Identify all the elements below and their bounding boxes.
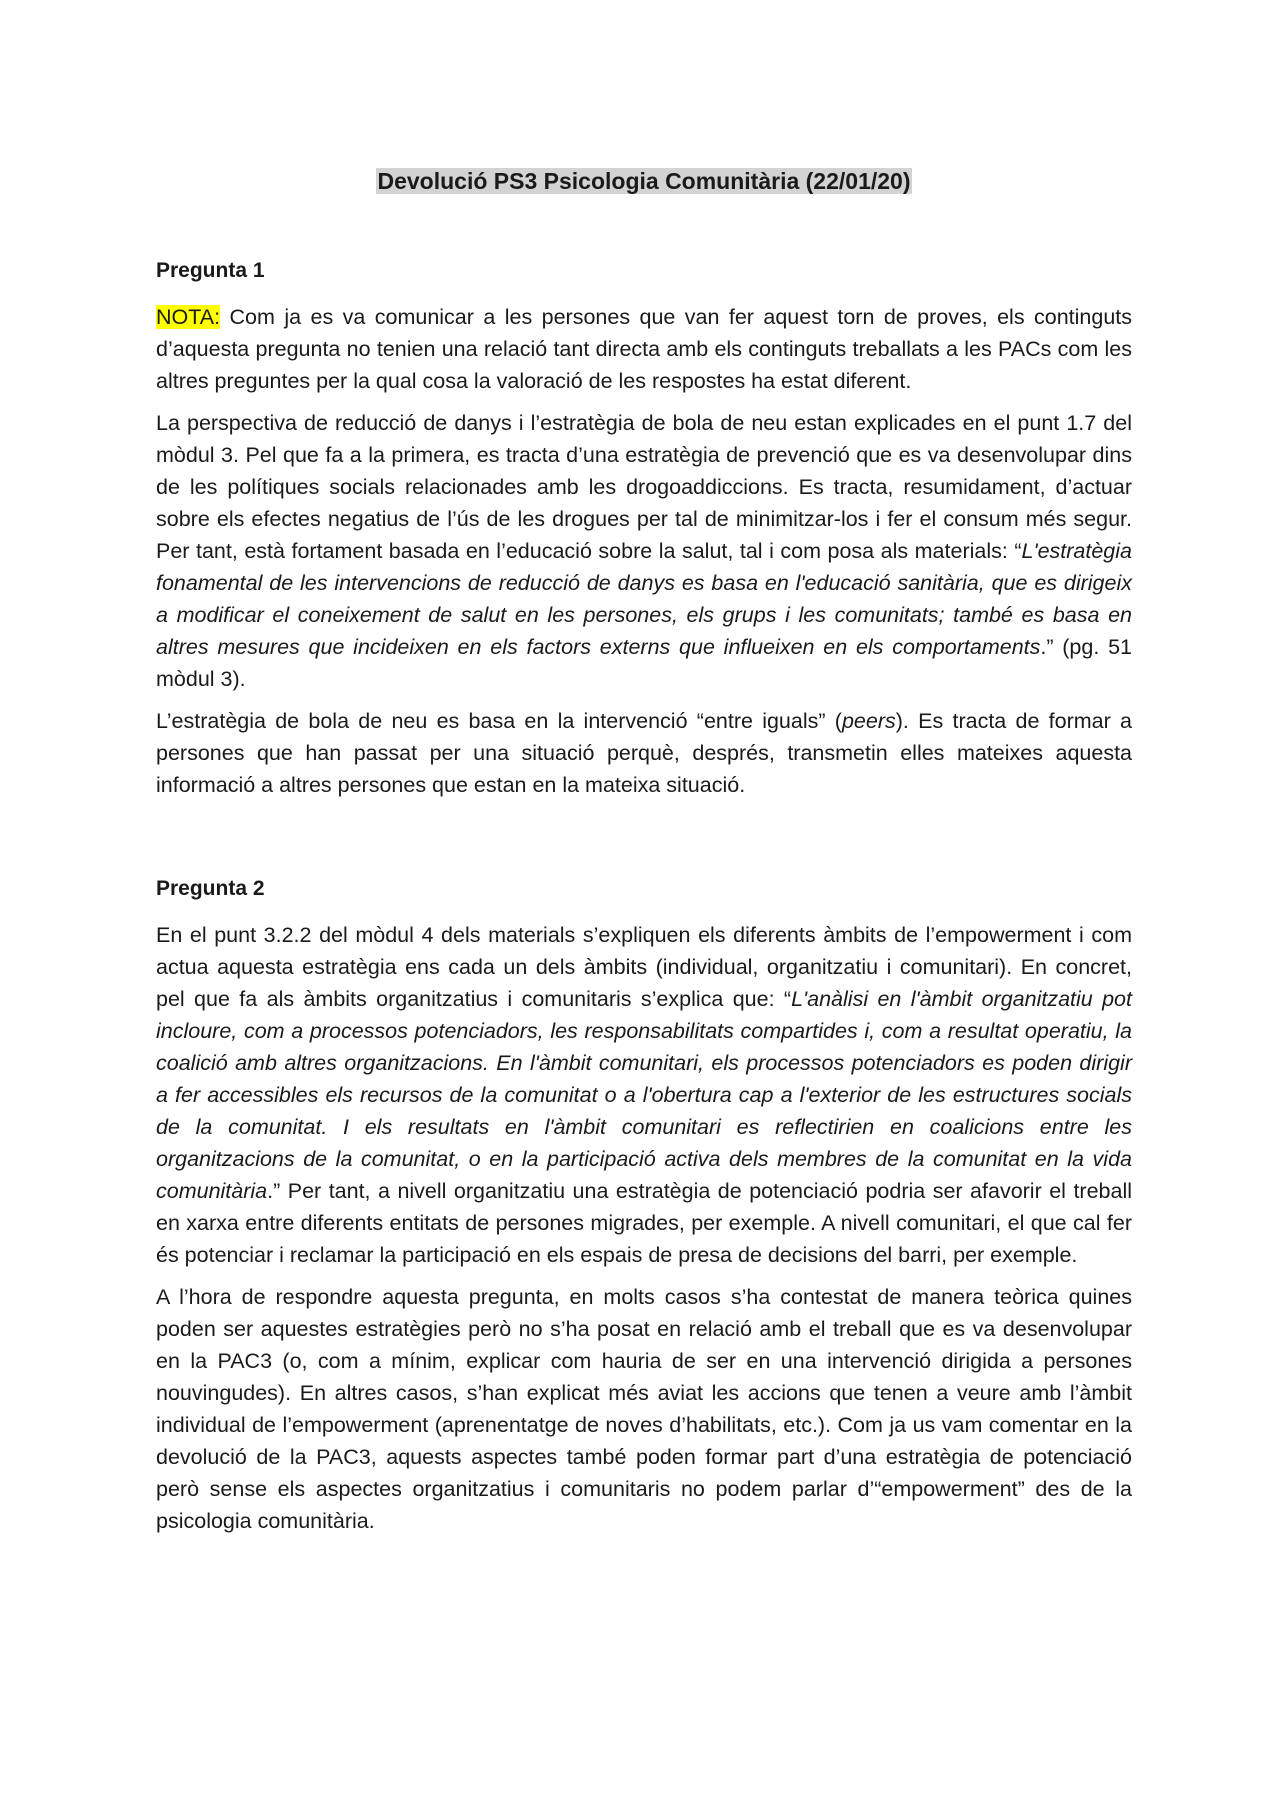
question-1-paragraph-3	[156, 705, 1132, 801]
paragraph-text: En el punt 3.2.2 del mòdul 4 dels materials s’expliquen els diferents àmbits de l’empowerment i com actua aquesta estratègia ens cada un dels àmbits (individual, organitzatiu i comunitari). En concret, pel que fa als àmbits organitzatius i comunitaris s’explica que: “	[156, 923, 1132, 1011]
paragraph-text-end: .” (pg. 51 mòdul 3).	[156, 635, 1132, 691]
paragraph-text: La perspectiva de reducció de danys i l’estratègia de bola de neu estan explicades en el punt 1.7 del mòdul 3. Pel que fa a la primera, es tracta d’una estratègia de prevenció que es va desenvolupar dins de les polítiques socials relacionades amb les drogoaddiccions. Es tracta, resumidament, d’actuar sobre els efectes negatius de l’ús de les drogues per tal de minimitzar-los i fer el consum més segur. Per tant, està fortament basada en l’educació sobre la salut, tal i com posa als materials: “	[156, 411, 1132, 563]
section-question-1	[156, 255, 1132, 801]
question-2-paragraph-1	[156, 919, 1132, 1271]
quote-text: L'anàlisi en l'àmbit organitzatiu pot incloure, com a processos potenciadors, les responsabilitats compartides i, com a resultat operatiu, la coalició amb altres organitzacions. En l'àmbit comunitari, els processos potenciadors es poden dirigir a fer accessibles els recursos de la comunitat o a l'obertura cap a l'exterior de les estructures socials de la comunitat. I els resultats en l'àmbit comunitari es reflectirien en coalicions entre les organitzacions de la comunitat, o en la participació activa dels membres de la comunitat en la vida comunitària	[156, 987, 1132, 1203]
paragraph-text-end: .” Per tant, a nivell organitzatiu una estratègia de potenciació podria ser afavorir el treball en xarxa entre diferents entitats de persones migrades, per exemple. A nivell comunitari, el que cal fer és potenciar i reclamar la participació en els espais de presa de decisions del barri, per exemple.	[156, 1179, 1132, 1267]
italic-term: peers	[841, 709, 896, 733]
question-1-note-paragraph	[156, 301, 1132, 397]
note-label: NOTA:	[156, 305, 221, 329]
section-spacer	[156, 811, 1132, 873]
section-question-2	[156, 873, 1132, 1537]
question-1-heading: Pregunta 1	[156, 259, 265, 282]
quote-text: L'estratègia fonamental de les intervencions de reducció de danys es basa en l'educació sanitària, que es dirigeix a modificar el coneixement de salut en les persones, els grups i les comunitats; també es basa en altres mesures que incideixen en els factors externs que influeixen en els comportaments	[156, 539, 1132, 659]
paragraph-text-end: ). Es tracta de formar a persones que han passat per una situació perquè, després, transmetin elles mateixes aquesta informació a altres persones que estan en la mateixa situació.	[156, 709, 1132, 797]
document-page	[156, 168, 1132, 1547]
question-2-heading: Pregunta 2	[156, 877, 265, 900]
note-text: Com ja es va comunicar a les persones que van fer aquest torn de proves, els continguts d’aquesta pregunta no tenien una relació tant directa amb els continguts treballats a les PACs com les altres preguntes per la qual cosa la valoració de les respostes ha estat diferent.	[156, 305, 1132, 393]
document-title: Devolució PS3 Psicologia Comunitària (22/01/20)	[377, 168, 911, 194]
question-2-paragraph-2: A l’hora de respondre aquesta pregunta, en molts casos s’ha contestat de manera teòrica quines poden ser aquestes estratègies però no s’ha posat en relació amb el treball que es va desenvolupar en la PAC3 (o, com a mínim, explicar com hauria de ser en una intervenció dirigida a persones nouvingudes). En altres casos, s’han explicat més aviat les accions que tenen a veure amb l’àmbit individual de l’empowerment (aprenentatge de noves d’habilitats, etc.). Com ja us vam comentar en la devolució de la PAC3, aquests aspectes també poden formar part d’una estratègia de potenciació però sense els aspectes organitzatius i comunitaris no podem parlar d’“empowerment” des de la psicologia comunitària.	[156, 1285, 1132, 1533]
title-block	[156, 168, 1132, 195]
question-1-paragraph-2	[156, 407, 1132, 695]
paragraph-text: L’estratègia de bola de neu es basa en la intervenció “entre iguals” (	[156, 709, 842, 733]
